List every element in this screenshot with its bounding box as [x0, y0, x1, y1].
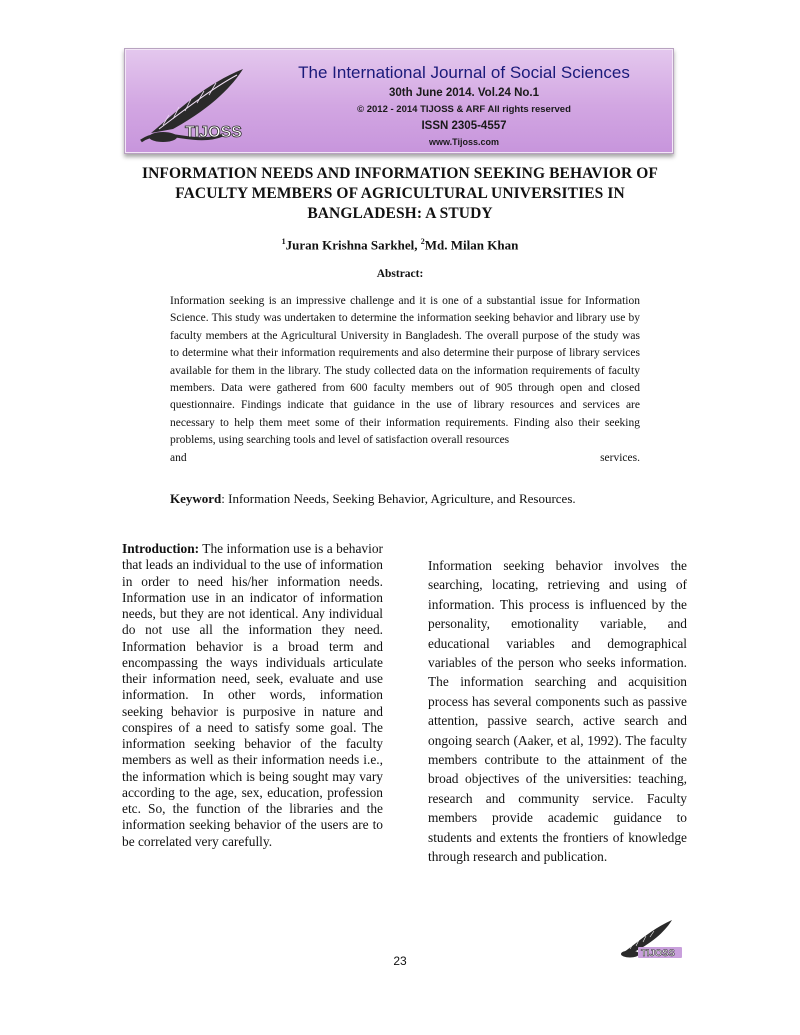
author2-affiliation: 2 — [420, 237, 425, 246]
svg-text:TIJOSS: TIJOSS — [641, 948, 675, 959]
introduction-column — [122, 541, 383, 850]
journal-copyright: © 2012 - 2014 TIJOSS & ARF All rights reserved — [357, 104, 571, 115]
keyword-label: Keyword — [170, 491, 222, 506]
abstract-heading: Abstract: — [376, 268, 424, 280]
keywords — [170, 489, 640, 508]
paper-title: INFORMATION NEEDS AND INFORMATION SEEKING BEHAVIOR OF FACULTY MEMBERS OF AGRICULTURAL UNIVERSITIES IN BANGLADESH: A STUDY — [142, 165, 658, 222]
introduction-heading: Introduction: — [122, 541, 200, 556]
svg-text:TIJOSS: TIJOSS — [185, 124, 242, 141]
author1-affiliation: 1 — [281, 237, 286, 246]
abstract-text-last-line: and services. — [170, 451, 640, 464]
author2-name: Md. Milan Khan — [424, 237, 519, 253]
journal-issue: 30th June 2014. Vol.24 No.1 — [389, 87, 539, 99]
journal-banner — [124, 48, 674, 154]
page-number: 23 — [393, 954, 407, 968]
abstract-body — [170, 293, 640, 467]
journal-issn: ISSN 2305-4557 — [421, 120, 507, 132]
footer-quill-logo-icon — [614, 916, 686, 960]
keyword-list: : Information Needs, Seeking Behavior, Agriculture, and Resources. — [221, 491, 576, 506]
journal-website: www.Tijoss.com — [428, 137, 500, 147]
abstract-text: Information seeking is an impressive challenge and it is one of a substantial issue for Information Science. This study was undertaken to determine the information seeking behavior and library use by faculty members at the Agricultural University in Bangladesh. The overall purpose of the study was to determine what their information requirements and also determine their purpose of library services available for them in the library. The study collected data on the information requirements of faculty members. Data were gathered from 600 faculty members out of 905 through open and closed questionnaire. Findings indicate that guidance in the use of library resources and services are necessary to help them meet some of their information requirements. Finding also their seeking problems, using searching tools and level of satisfaction overall resources — [170, 295, 640, 447]
right-column-text: Information seeking behavior involves the searching, locating, retrieving and using of information. This process is influenced by the personality, emotionality variable, and educational variables and demographical variables of the person who seeks information. The information searching and acquisition process has several components such as passive attention, passive search, active search and ongoing search (Aaker, et al, 1992). The faculty members contribute to the attainment of the broad objectives of the universities: teaching, research and community service. Faculty members provide academic guidance to students and extents the frontiers of knowledge through research and publication. — [428, 558, 687, 865]
journal-title: The International Journal of Social Sciences — [298, 63, 630, 82]
paper-authors — [130, 237, 670, 253]
author1-name: Juran Krishna Sarkhel, — [285, 237, 421, 253]
introduction-text: The information use is a behavior that leads an individual to the use of information in order to need his/her information needs. Information use in an indicator of information needs, but they are not identical. Any individual do not use all the information they need. Information behavior is a broad term and encompassing the ways individuals articulate their information need, seek, evaluate and use information. In other words, information seeking behavior is purposive in nature and conspires of a need to satisfy some goal. The information seeking behavior of the faculty members as well as their information needs i.e., the information which is being sought may vary according to the age, sex, education, profession etc. So, the function of the libraries and the information seeking behavior of the users are to be correlated very carefully. — [122, 541, 383, 849]
